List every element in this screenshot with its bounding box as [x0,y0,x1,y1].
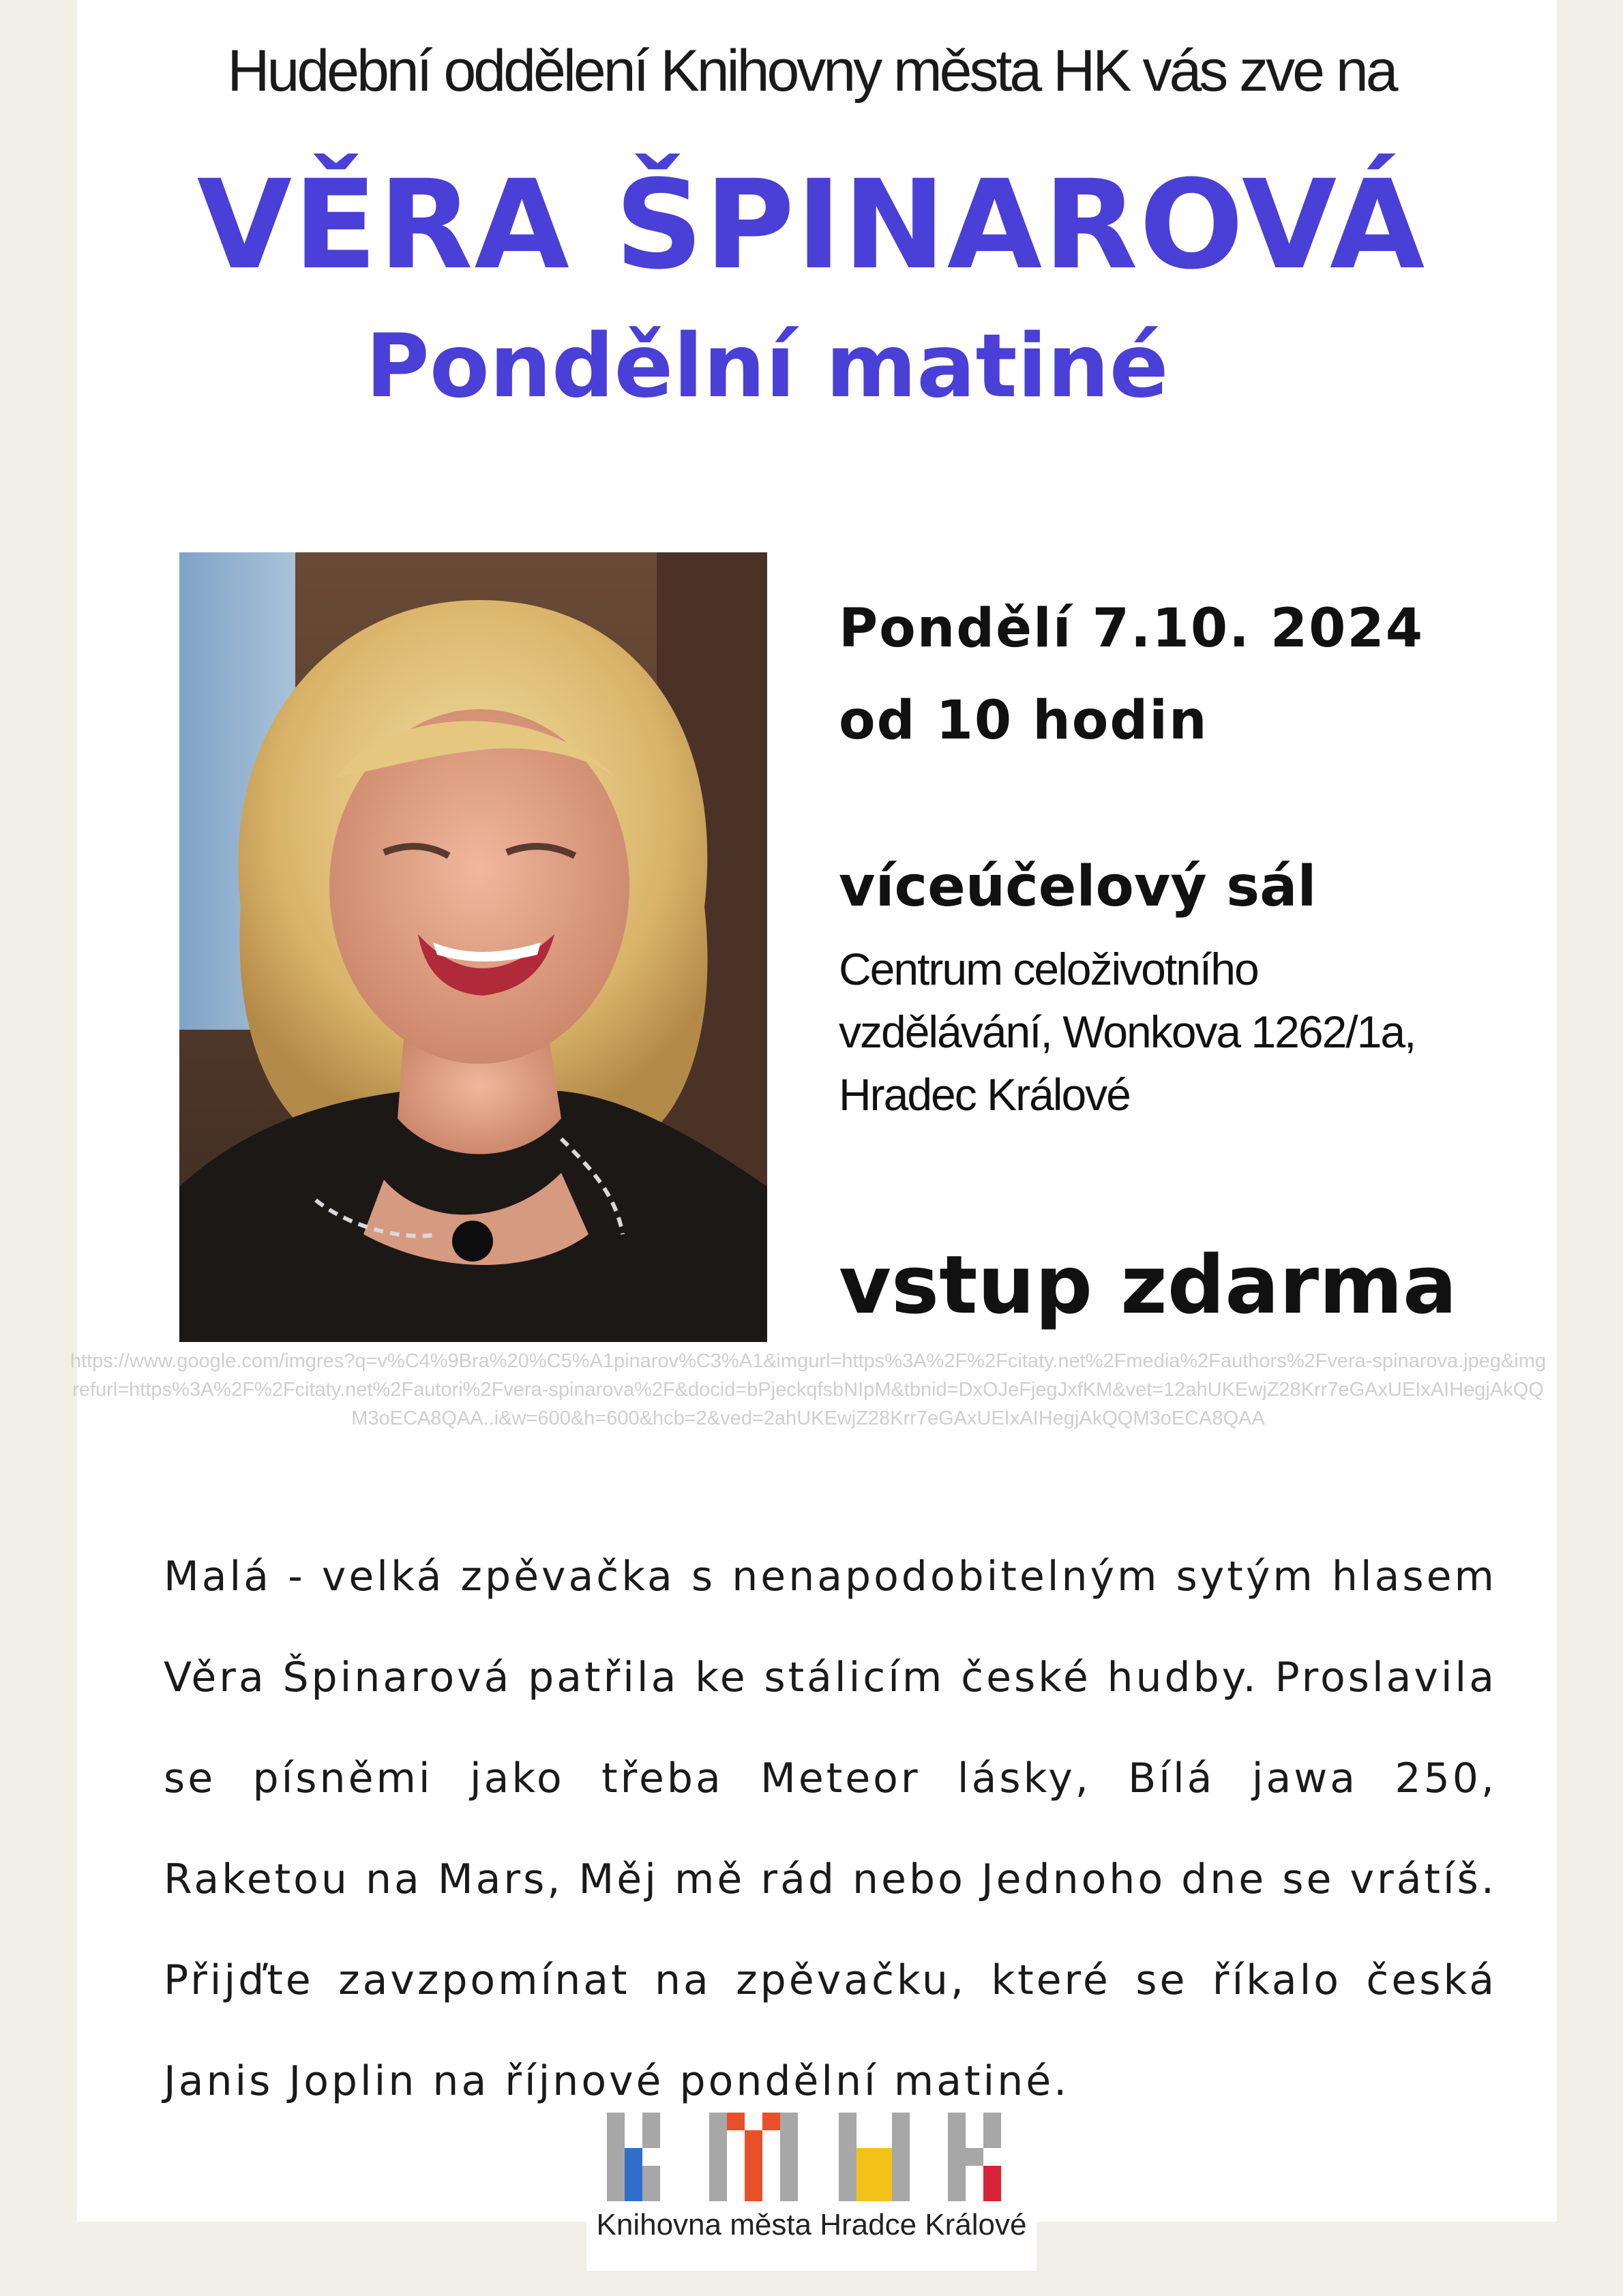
singer-photo [179,552,767,1342]
library-logo [586,2107,1037,2271]
logo-caption: Knihovna města Hradce Králové [596,2208,1027,2241]
address-line: Hradec Králové [839,1069,1130,1120]
event-subtitle: Pondělní matiné [366,316,1169,417]
intro-line: Hudební oddělení Knihovny města HK vás zve na [227,38,1396,104]
event-address [839,938,1415,1126]
event-hall: víceúčelový sál [839,854,1317,919]
event-description: Malá - velká zpěvačka s nenapodobitelným sytým hlasem Věra Špinarová patřila ke stálicím české hudby. Proslavila se písněmi jako třeba Meteor lásky, Bílá jawa 250, Raketou na Mars, Měj mě rád nebo Jednoho dne se vrátíš. Přijďte zavzpomínat na zpěvačku, které se říkalo česká Janis Joplin na říjnové pondělní matiné. [164,1553,1497,2105]
event-title: VĚRA ŠPINAROVÁ [196,154,1427,297]
address-line: Centrum celoživotního [839,944,1258,994]
entry-info: vstup zdarma [839,1238,1457,1332]
address-line: vzdělávání, Wonkova 1262/1a, [839,1007,1416,1057]
event-date-time [839,583,1424,767]
event-time: od 10 hodin [839,690,1208,751]
kmhk-logo-icon [607,2113,1016,2208]
event-date: Pondělí 7.10. 2024 [839,598,1424,659]
photo-credit-url: https://www.google.com/imgres?q=v%C4%9Bra%20%C5%A1pinarov%C3%A1&imgurl=https%3A%2F%2Fcitaty.net%2Fmedia%2Fauthors%2Fvera-spinarova.jpeg&imgrefurl=https%3A%2F%2Fcitaty.net%2Fautori%2Fvera-spinarova%2F&docid=bPjeckqfsbNIpM&tbnid=DxOJeFjegJxfKM&vet=12ahUKEwjZ28Krr7eGAxUEIxAIHegjAkQQM3oECA8QAA..i&w=600&h=600&hcb=2&ved=2ahUKEwjZ28Krr7eGAxUEIxAIHegjAkQQM3oECA8QAA [70,1350,1547,1429]
